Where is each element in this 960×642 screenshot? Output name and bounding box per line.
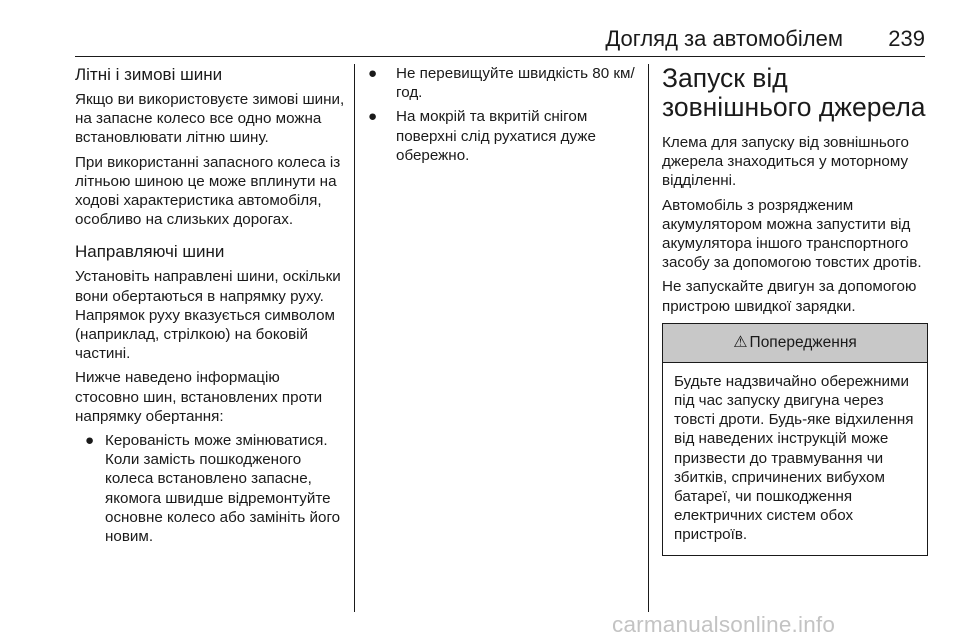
column-divider <box>648 64 649 612</box>
running-title: Догляд за автомобілем <box>605 26 843 51</box>
paragraph: Автомобіль з розрядженим акумулятором можна запустити від акумулятора іншого транспортного засобу за допомогою товстих дротів. <box>662 196 922 272</box>
list-item <box>367 64 637 102</box>
warning-box <box>662 323 928 556</box>
page-number: 239 <box>888 26 925 51</box>
section-heading-directional-tires: Направляючі шини <box>75 242 225 262</box>
column-left <box>75 64 345 551</box>
warning-title: Попередження <box>749 334 857 352</box>
paragraph: При використанні запасного колеса із літньою шиною це може вплинути на ходові характеристика автомобіля, особливо на слизьких дорогах. <box>75 153 341 229</box>
list-item-text: На мокрій та вкритій снігом поверхні слід рухатися дуже обережно. <box>396 108 596 164</box>
page-header <box>75 26 925 57</box>
bullet-list <box>75 431 345 546</box>
column-right <box>662 64 930 556</box>
bullet-dot-icon: ● <box>85 432 95 450</box>
warning-triangle-icon: ⚠ <box>733 334 748 352</box>
bullet-list <box>367 64 637 165</box>
paragraph: Клема для запуску від зовнішнього джерела знаходиться у моторному відділенні. <box>662 134 909 190</box>
bullet-dot-icon: ● <box>368 108 378 126</box>
paragraph: Не запускайте двигун за допомогою пристрою швидкої зарядки. <box>662 278 917 315</box>
list-item-text: Керованість може змінюватися. Коли замість пошкодженого колеса встановлено запасне, якомога швидше відремонтуйте основне колесо або замініть його новим. <box>105 432 341 546</box>
warning-text: Будьте надзвичайно обережними під час запуску двигуна через товсті дроти. Будь-яке відхилення від наведених інструкцій може призвести до травмування чи збитків, спричинених вибухом батареї, чи пошкодження електричних систем обох пристроїв. <box>674 372 914 544</box>
paragraph: Нижче наведено інформацію стосовно шин, встановлених проти напрямку обертання: <box>75 369 323 425</box>
paragraph: Установіть направлені шини, оскільки вони обертаються в напрямку руху. Напрямок руху вказується символом (наприклад, стрілкою) на боковій частині. <box>75 268 341 363</box>
bullet-dot-icon: ● <box>368 65 378 82</box>
column-divider <box>354 64 355 612</box>
list-item-text: Не перевищуйте швидкість 80 км/год. <box>396 65 635 102</box>
section-heading-summer-winter-tires: Літні і зимові шини <box>75 65 223 84</box>
list-item <box>75 431 345 546</box>
watermark: carmanualsonline.info <box>612 612 836 637</box>
list-item <box>367 107 637 165</box>
paragraph: Якщо ви використовуєте зимові шини, на запасне колесо все одно можна встановлювати літню шину. <box>75 91 345 147</box>
column-middle <box>367 64 637 170</box>
warning-header <box>663 324 927 363</box>
section-title-jump-start: Запуск від зовнішнього джерела <box>662 63 926 122</box>
